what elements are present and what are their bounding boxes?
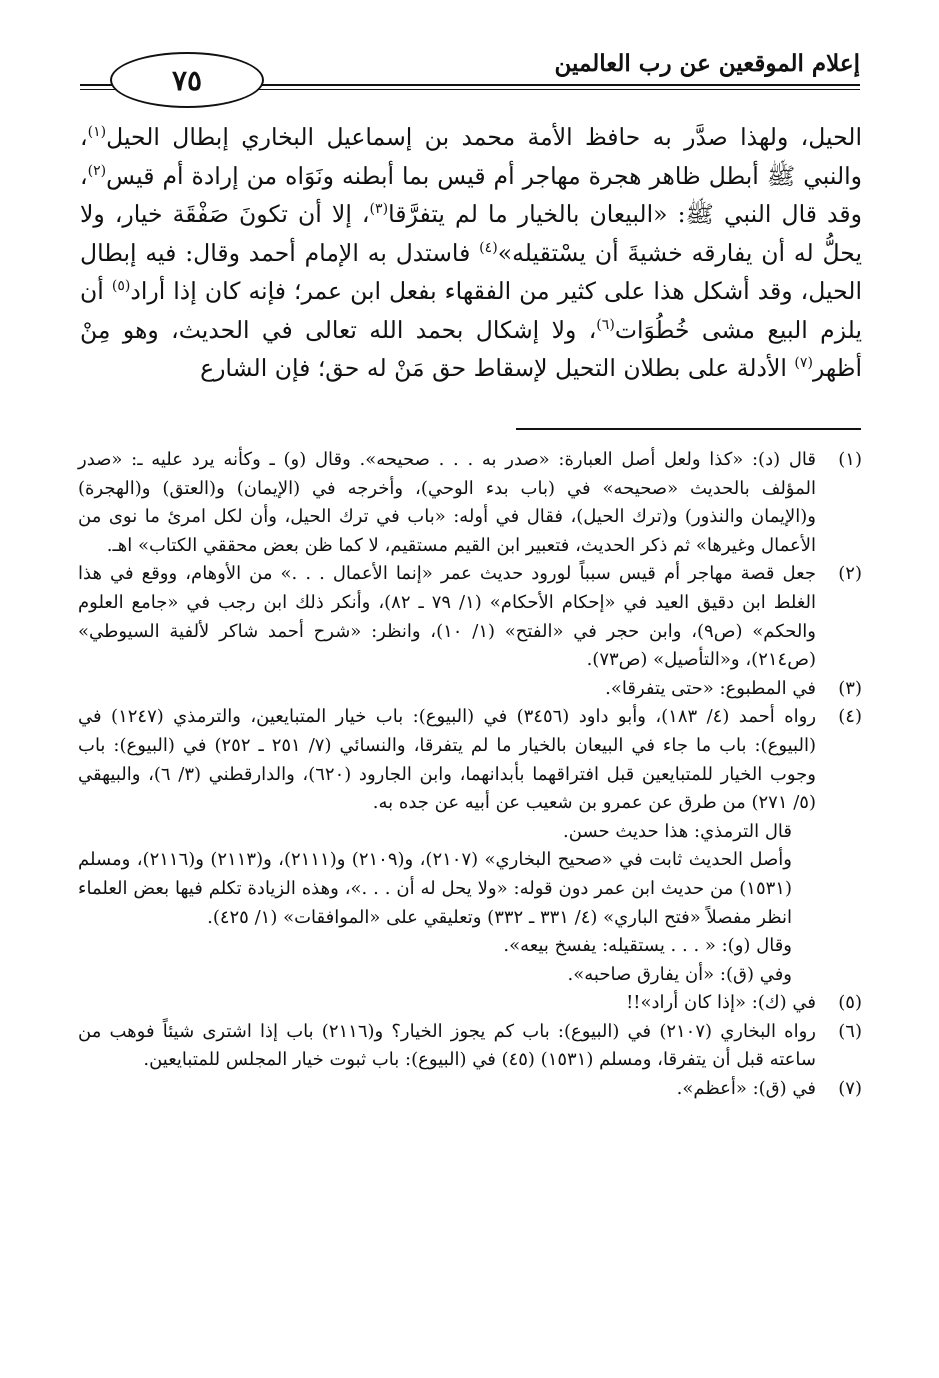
text-run: الحيل، ولهذا صدَّر به حافظ الأمة محمد بن إسماعيل البخاري إبطال الحيل (106, 123, 862, 151)
text-run: الأدلة على بطلان التحيل لإسقاط حق مَنْ له حق؛ فإن الشارع (200, 354, 795, 382)
footnote-text-extra: وفي (ق): «أن يفارق صاحبه». (567, 963, 792, 985)
main-text (80, 118, 862, 388)
footnote-separator (516, 428, 861, 430)
main-paragraph (80, 118, 862, 388)
text-run: أن يلزم البيع مشى خُطُوَات (80, 277, 862, 344)
footnote-3 (78, 675, 862, 704)
footnote-number: (٦) (838, 1020, 862, 1042)
footnote-5 (78, 989, 862, 1018)
footnote-ref-6[interactable]: (٦) (596, 316, 615, 333)
footnote-6 (78, 1018, 862, 1075)
footnote-ref-1[interactable]: (١) (87, 124, 107, 141)
footnote-text: في (ق): «أعظم». (676, 1078, 816, 1100)
footnotes (78, 446, 862, 1104)
footnote-2 (78, 560, 862, 674)
footnote-number: (٣) (838, 677, 862, 699)
footnote-number: (٢) (838, 563, 862, 585)
footnote-text-extra: وقال (و): « . . . يستقيله: يفسخ بيعه». (503, 935, 792, 957)
footnote-number: (٥) (838, 992, 862, 1014)
text-run: ، ولا إشكال بحمد الله تعالى في الحديث، وهو مِنْ أظهر (80, 315, 862, 382)
footnote-text-extra: وأصل الحديث ثابت في «صحيح البخاري» (٢١٠٧)، و(٢١٠٩) و(٢١١١)، و(٢١١٣) و(٢١١٦)، ومسلم (١٥٣١) من حديث ابن عمر دون قوله: «ولا يحل له أن . . .»، وهذه الزيادة تكلم فيها بعض العلماء انظر مفصلاً «فتح الباري» (٤/ ٣٣١ ـ ٣٣٢) وتعليقي على «الموافقات» (١/ ٤٢٥). (78, 849, 792, 928)
footnote-1 (78, 446, 862, 560)
footnote-ref-3[interactable]: (٣) (369, 201, 389, 218)
footnote-number: (٤) (838, 706, 862, 728)
text-run: ، والنبي ﷺ أبطل ظاهر هجرة مهاجر أم قيس بما أبطنه ونَوَاه من إرادة أم قيس (80, 123, 862, 190)
running-title: إعلام الموقعين عن رب العالمين (554, 50, 860, 77)
footnote-ref-4[interactable]: (٤) (479, 239, 498, 256)
text-run: ، وقد قال النبي ﷺ: «البيعان بالخيار ما لم يتفرَّقا (80, 161, 862, 228)
page-number: ٧٥ (171, 63, 203, 97)
footnote-text: جعل قصة مهاجر أم قيس سبباً لورود حديث عمر «إنما الأعمال . . .» من الأوهام، ووقع في هذا الغلط ابن دقيق العيد في «إحكام الأحكام» (١/ ٧٩ ـ ٨٢)، وأنكر ذلك ابن رجب في «جامع العلوم والحكم» (ص٩)، وابن حجر في «الفتح» (١/ ١٠)، وانظر: «شرح أحمد شاكر لألفية السيوطي» (ص٢١٤)، و«التأصيل» (ص٧٣). (78, 563, 816, 671)
footnote-number: (١) (838, 449, 862, 470)
text-run: فاستدل به الإمام أحمد وقال: فيه إبطال الحيل، وقد أشكل هذا على كثير من الفقهاء بفعل ابن عمر؛ فإنه كان إذا أراد (80, 238, 862, 305)
text-run: ، إلا أن تكونَ صَفْقَة خيار، ولا يحلُّ له أن يفارقه خشيةَ أن يسْتقيله» (80, 200, 862, 267)
footnote-4 (78, 703, 862, 989)
page-header (80, 44, 860, 114)
footnote-text: في (ك): «إذا كان أراد»!! (626, 992, 816, 1014)
footnote-text: رواه البخاري (٢١٠٧) في (البيوع): باب كم يجوز الخيار؟ و(٢١١٦) باب إذا اشترى شيئاً فوهب من ساعته قبل أن يتفرقا، ومسلم (١٥٣١) (٤٥) في (البيوع): باب ثبوت خيار المجلس للمتبايعين. (78, 1020, 816, 1071)
footnote-7 (78, 1075, 862, 1104)
footnote-number: (٧) (838, 1078, 862, 1100)
page-number-badge (110, 52, 264, 108)
footnote-body (78, 703, 816, 989)
footnote-ref-7[interactable]: (٧) (794, 355, 813, 372)
footnote-text: في المطبوع: «حتى يتفرقا». (605, 677, 816, 699)
footnote-text: رواه أحمد (٤/ ١٨٣)، وأبو داود (٣٤٥٦) في (البيوع): باب خيار المتبايعين، والترمذي (١٢٤٧) في (البيوع): باب ما جاء في البيعان بالخيار ما لم يتفرقا، والنسائي (٧/ ٢٥١ ـ ٢٥٢) في (البيوع): باب وجوب الخيار للمتبايعين قبل افتراقهما بأبدانهما، وابن الجارود (٦٢٠)، والدارقطني (٣/ ٦)، والبيهقي (٥/ ٢٧١) من طرق عن عمرو بن شعيب عن أبيه عن جده به. (78, 706, 817, 814)
footnote-ref-5[interactable]: (٥) (111, 278, 131, 295)
footnote-ref-2[interactable]: (٢) (87, 162, 107, 179)
footnote-text: قال (د): «كذا ولعل أصل العبارة: «صدر به . . . صحيحه». وقال (و) ـ وكأنه يرد عليه ـ: «صدر المؤلف بالحديث «صحيحه» في (باب بدء الوحي)، وأخرجه في (الإيمان) و(العتق) و(الهجرة) و(الإيمان والنذور) و(ترك الحيل)، فقال في أوله: «باب في ترك الحيل، وأن لكل امرئ ما نوى من الأعمال وغيرها» ثم ذكر الحديث، فتعبير ابن القيم مستقيم، لا كما ظن بعض محققي الكتاب» اهـ. (78, 449, 816, 556)
footnote-text-extra: قال الترمذي: هذا حديث حسن. (563, 820, 792, 842)
